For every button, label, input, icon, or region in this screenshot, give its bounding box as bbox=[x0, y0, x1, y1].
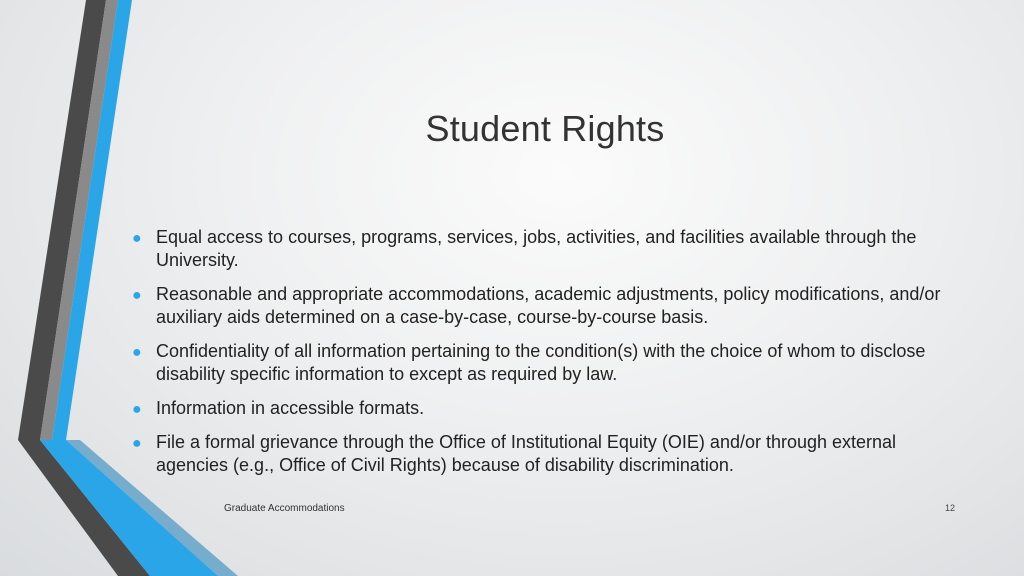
bullet-dot-icon: ● bbox=[132, 435, 142, 452]
bullet-dot-icon: ● bbox=[132, 230, 142, 247]
bullet-dot-icon: ● bbox=[132, 401, 142, 418]
bullet-text: File a formal grievance through the Office of Institutional Equity (OIE) and/or through external agencies (e.g., Office of Civil Rights) because of disability discrimination. bbox=[156, 432, 897, 475]
page-number: 12 bbox=[945, 503, 956, 513]
bullet-text: Equal access to courses, programs, services, jobs, activities, and facilities available through the University. bbox=[156, 227, 917, 270]
bullet-dot-icon: ● bbox=[132, 344, 142, 361]
bullet-text: Confidentiality of all information pertaining to the condition(s) with the choice of whom to disclose disability specific information to except as required by law. bbox=[156, 341, 926, 384]
list-item bbox=[132, 226, 972, 272]
bullet-list bbox=[132, 226, 972, 488]
bullet-dot-icon: ● bbox=[132, 287, 142, 304]
slide-title: Student Rights bbox=[425, 108, 665, 149]
list-item bbox=[132, 340, 972, 386]
list-item bbox=[132, 431, 972, 477]
slide-footer: Graduate Accommodations bbox=[224, 503, 345, 514]
bullet-text: Reasonable and appropriate accommodations, academic adjustments, policy modifications, and/or auxiliary aids determined on a case-by-case, course-by-course basis. bbox=[156, 284, 941, 327]
bullet-text: Information in accessible formats. bbox=[156, 398, 425, 418]
list-item bbox=[132, 397, 972, 420]
list-item bbox=[132, 283, 972, 329]
